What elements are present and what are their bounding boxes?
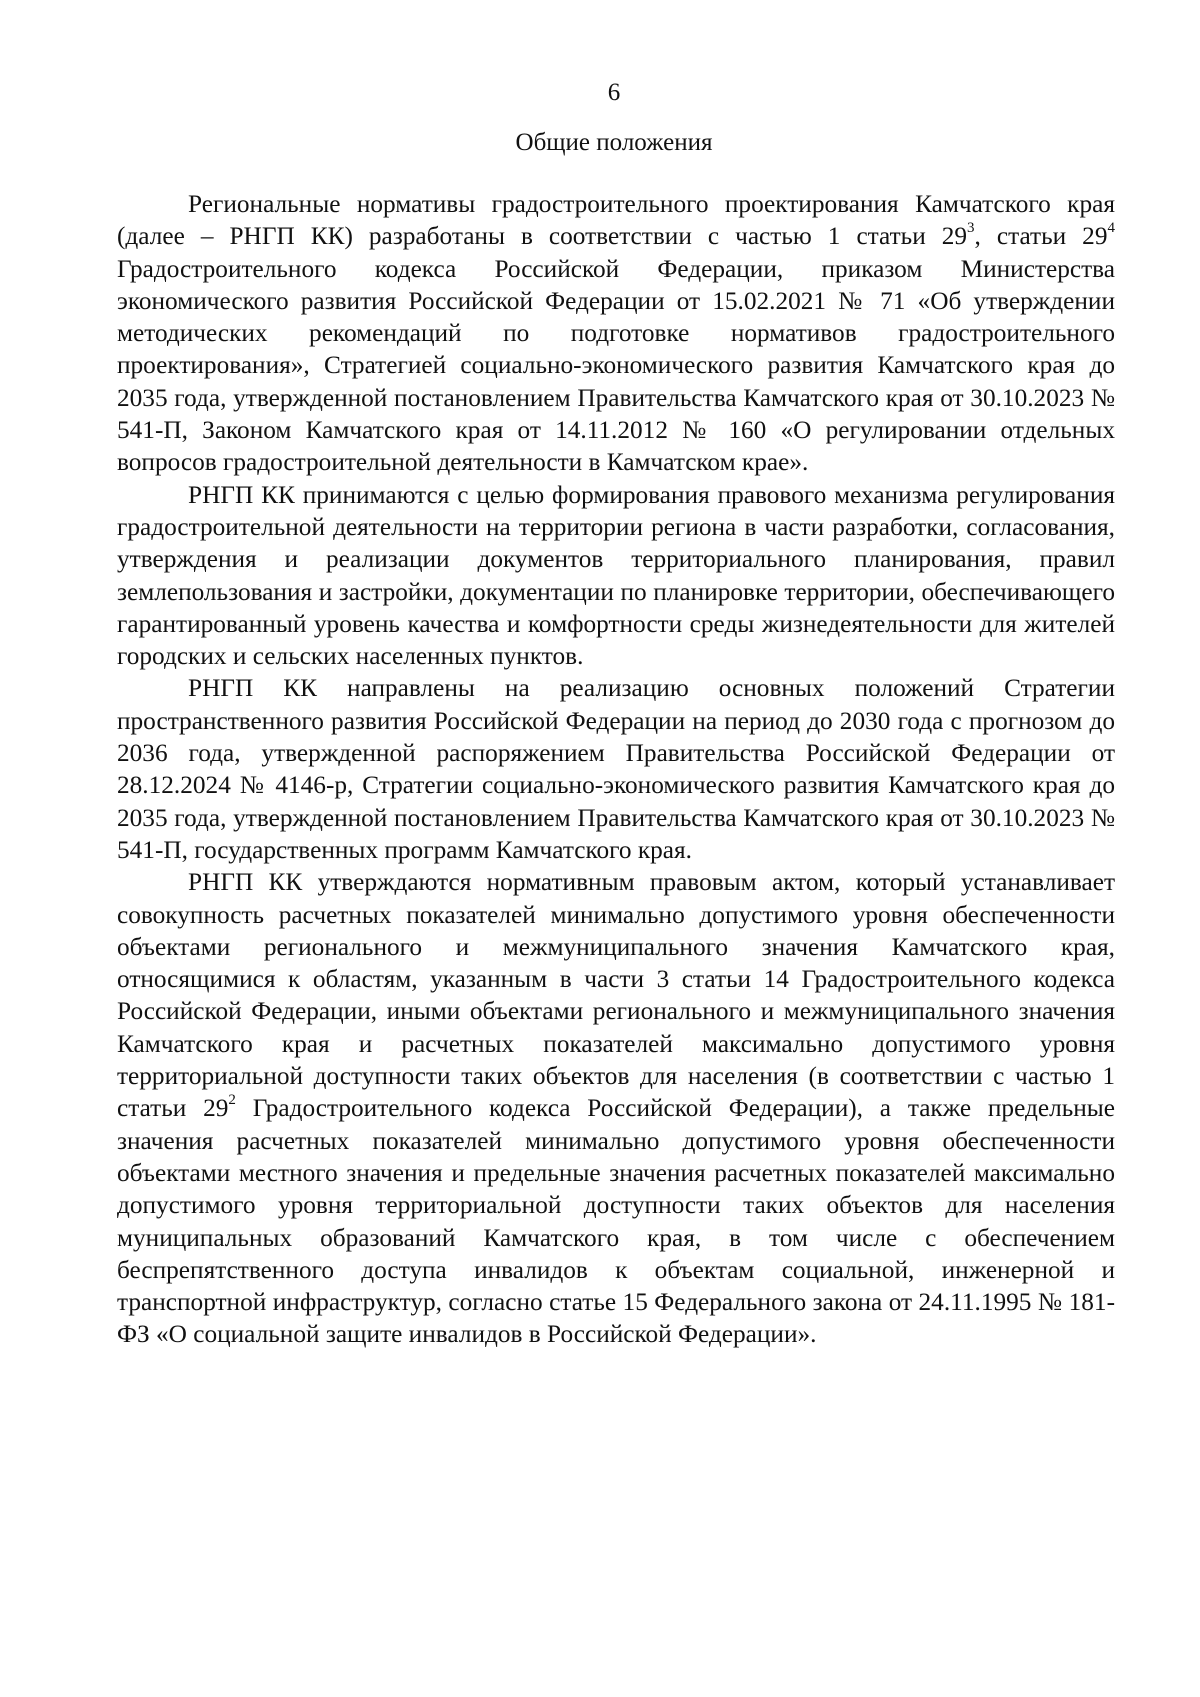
paragraph-4 [117,866,1115,1350]
paragraph-3: РНГП КК направлены на реализацию основных положений Стратегии пространственного развития Российской Федерации на период до 2030 года с прогнозом до 2036 года, утвержденной распоряжением Правительства Российской Федерации от 28.12.2024 № 4146-р, Стратегии социально-экономического развития Камчатского края до 2035 года, утвержденной постановлением Правительства Камчатского края от 30.10.2023 № 541-П, государственных программ Камчатского края. [117,674,1115,864]
page-number: 6 [607,79,621,106]
paragraph-1-part-2: , статьи 29 [974,222,1108,251]
section-title: Общие положения [515,129,713,156]
body-text [117,188,1115,1351]
paragraph-2: РНГП КК принимаются с целью формирования правового механизма регулирования градостроительной деятельности на территории региона в части разработки, согласования, утверждения и реализации документов территориального планирования, правил землепользования и застройки, документации по планировке территории, обеспечивающего гарантированный уровень качества и комфортности среды жизнедеятельности для жителей городских и сельских населенных пунктов. [117,480,1115,671]
paragraph-4-part-2: Градостроительного кодекса Российской Федерации), а также предельные значения расчетных показателей минимально допустимого уровня обеспеченности объектами местного значения и предельные значения расчетных показателей максимально допустимого уровня территориальной доступности таких объектов для населения муниципальных образований Камчатского края, в том числе с обеспечением беспрепятственного доступа инвалидов к объектам социальной, инженерной и транспортной инфраструктур, согласно статье 15 Федерального закона от 24.11.1995 № 181-ФЗ «О социальной защите инвалидов в Российской Федерации». [117,1094,1115,1349]
superscript-2: 2 [228,1091,236,1108]
paragraph-4-part-1: РНГП КК утверждаются нормативным правовым актом, который устанавливает совокупность расчетных показателей минимально допустимого уровня обеспеченности объектами регионального и межмуниципального значения Камчатского края, относящимися к областям, указанным в части 3 статьи 14 Градостроительного кодекса Российской Федерации, иными объектами регионального и межмуниципального значения Камчатского края и расчетных показателей максимально допустимого уровня территориальной доступности таких объектов для населения (в соответствии с частью 1 статьи 29 [117,868,1115,1123]
superscript-3: 3 [967,219,975,236]
paragraph-1-part-1: Региональные нормативы градостроительного проектирования Камчатского края (далее – РНГП КК) разработаны в соответствии с частью 1 статьи 29 [117,190,1115,251]
paragraph-1-part-3: Градостроительного кодекса Российской Федерации, приказом Министерства экономического развития Российской Федерации от 15.02.2021 № 71 «Об утверждении методических рекомендаций по подготовке нормативов градостроительного проектирования», Стратегией социально-экономического развития Камчатского края до 2035 года, утвержденной постановлением Правительства Камчатского края от 30.10.2023 № 541-П, Законом Камчатского края от 14.11.2012 № 160 «О регулировании отдельных вопросов градостроительной деятельности в Камчатском крае». [117,254,1115,477]
superscript-4: 4 [1107,219,1115,236]
paragraph-1 [117,188,1115,479]
